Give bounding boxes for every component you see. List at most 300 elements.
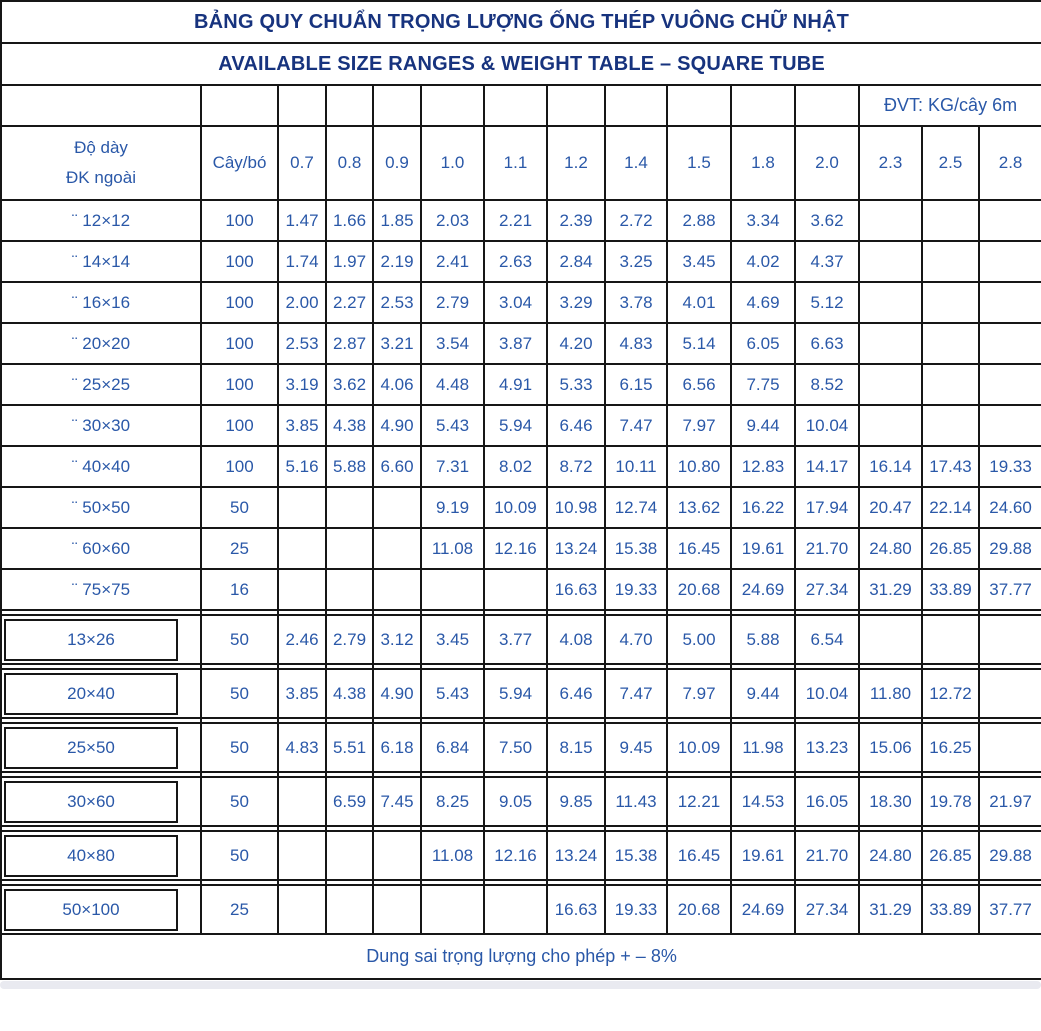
page-edge-strip: [0, 981, 1041, 989]
weight-cell: [859, 615, 922, 664]
thickness-header-cell: 1.5: [667, 126, 731, 200]
weight-cell: 11.08: [421, 528, 484, 569]
weight-cell: [859, 282, 922, 323]
weight-cell: 5.16: [278, 446, 326, 487]
rect-tube-label-box: [4, 889, 178, 931]
weight-cell: [278, 528, 326, 569]
weight-cell: 3.87: [484, 323, 547, 364]
weight-cell: 3.45: [421, 615, 484, 664]
weight-cell: 26.85: [922, 528, 979, 569]
weight-cell: 9.44: [731, 405, 795, 446]
empty-cell: [201, 85, 278, 126]
weight-cell: 29.88: [979, 528, 1041, 569]
weight-cell: 3.25: [605, 241, 667, 282]
empty-cell: [484, 85, 547, 126]
empty-cell: [326, 85, 373, 126]
weight-cell: 2.53: [278, 323, 326, 364]
weight-cell: 2.39: [547, 200, 605, 241]
weight-cell: 24.60: [979, 487, 1041, 528]
weight-cell: 5.12: [795, 282, 859, 323]
weight-cell: 4.20: [547, 323, 605, 364]
weight-cell: 13.24: [547, 528, 605, 569]
weight-cell: [979, 364, 1041, 405]
weight-cell: 4.08: [547, 615, 605, 664]
weight-cell: [979, 241, 1041, 282]
weight-cell: 3.54: [421, 323, 484, 364]
weight-cell: 5.00: [667, 615, 731, 664]
rect-tube-label-box: [4, 619, 178, 661]
page-title: BẢNG QUY CHUẨN TRỌNG LƯỢNG ỐNG THÉP VUÔNG CHỮ NHẬT: [1, 1, 1041, 43]
weight-cell: 10.09: [484, 487, 547, 528]
weight-cell: 8.72: [547, 446, 605, 487]
weight-cell: 6.60: [373, 446, 421, 487]
weight-cell: 12.83: [731, 446, 795, 487]
weight-cell: 3.62: [795, 200, 859, 241]
size-cell: [1, 723, 201, 772]
thickness-header-cell: 1.2: [547, 126, 605, 200]
weight-cell: 20.68: [667, 885, 731, 934]
weight-cell: 3.45: [667, 241, 731, 282]
table-row: [1, 528, 1041, 569]
size-cell: ¨ 25×25: [1, 364, 201, 405]
weight-cell: 7.47: [605, 405, 667, 446]
weight-cell: [326, 831, 373, 880]
weight-cell: 31.29: [859, 885, 922, 934]
size-header-line1: Độ dày: [74, 138, 128, 157]
weight-cell: 10.98: [547, 487, 605, 528]
thickness-header-cell: 2.3: [859, 126, 922, 200]
bundle-cell: 100: [201, 282, 278, 323]
size-cell: [1, 885, 201, 934]
empty-cell: [667, 85, 731, 126]
title-row: [1, 1, 1041, 43]
bundle-cell: 50: [201, 615, 278, 664]
weight-cell: 2.41: [421, 241, 484, 282]
weight-cell: 9.05: [484, 777, 547, 826]
bundle-cell: 50: [201, 487, 278, 528]
weight-cell: 19.61: [731, 831, 795, 880]
weight-cell: 2.27: [326, 282, 373, 323]
weight-cell: 16.45: [667, 528, 731, 569]
tolerance-note: Dung sai trọng lượng cho phép + – 8%: [1, 934, 1041, 979]
weight-cell: 1.97: [326, 241, 373, 282]
weight-cell: 26.85: [922, 831, 979, 880]
size-cell: [1, 669, 201, 718]
weight-cell: 2.72: [605, 200, 667, 241]
bundle-cell: 100: [201, 364, 278, 405]
weight-cell: 3.21: [373, 323, 421, 364]
weight-cell: [484, 569, 547, 610]
weight-cell: 11.98: [731, 723, 795, 772]
bundle-header-cell: Cây/bó: [201, 126, 278, 200]
weight-cell: 6.18: [373, 723, 421, 772]
weight-cell: 10.80: [667, 446, 731, 487]
empty-cell: [1, 85, 201, 126]
weight-cell: [326, 487, 373, 528]
bundle-cell: 25: [201, 528, 278, 569]
weight-cell: 3.19: [278, 364, 326, 405]
weight-cell: 7.97: [667, 405, 731, 446]
weight-cell: 1.66: [326, 200, 373, 241]
weight-cell: 5.43: [421, 405, 484, 446]
weight-cell: 24.69: [731, 885, 795, 934]
weight-cell: 4.38: [326, 405, 373, 446]
weight-cell: 2.46: [278, 615, 326, 664]
weight-cell: 3.04: [484, 282, 547, 323]
weight-cell: [278, 569, 326, 610]
weight-cell: 10.09: [667, 723, 731, 772]
size-cell: [1, 777, 201, 826]
weight-cell: [922, 241, 979, 282]
size-cell: ¨ 14×14: [1, 241, 201, 282]
empty-cell: [421, 85, 484, 126]
weight-cell: 3.77: [484, 615, 547, 664]
weight-cell: 37.77: [979, 569, 1041, 610]
weight-cell: [922, 615, 979, 664]
weight-cell: 4.37: [795, 241, 859, 282]
weight-cell: 3.12: [373, 615, 421, 664]
weight-cell: [922, 200, 979, 241]
weight-cell: 4.70: [605, 615, 667, 664]
weight-cell: 6.63: [795, 323, 859, 364]
weight-cell: 5.88: [731, 615, 795, 664]
weight-cell: 22.14: [922, 487, 979, 528]
weight-cell: 15.06: [859, 723, 922, 772]
weight-cell: 37.77: [979, 885, 1041, 934]
weight-cell: 18.30: [859, 777, 922, 826]
weight-cell: 16.22: [731, 487, 795, 528]
weight-cell: [278, 885, 326, 934]
weight-cell: 2.00: [278, 282, 326, 323]
thickness-header-cell: 2.8: [979, 126, 1041, 200]
weight-cell: 16.14: [859, 446, 922, 487]
bundle-cell: 100: [201, 200, 278, 241]
thickness-header-cell: 1.1: [484, 126, 547, 200]
bundle-cell: 25: [201, 885, 278, 934]
rect-tube-label-box: [4, 781, 178, 823]
table-row: [1, 777, 1041, 826]
size-cell: ¨ 16×16: [1, 282, 201, 323]
size-header-cell: [1, 126, 201, 200]
weight-cell: [979, 669, 1041, 718]
weight-cell: 2.79: [421, 282, 484, 323]
bundle-cell: 100: [201, 405, 278, 446]
weight-cell: 5.51: [326, 723, 373, 772]
size-label: 40×80: [67, 845, 115, 865]
weight-cell: 17.94: [795, 487, 859, 528]
weight-cell: [278, 777, 326, 826]
weight-cell: 17.43: [922, 446, 979, 487]
weight-cell: [979, 200, 1041, 241]
thickness-header-cell: 1.0: [421, 126, 484, 200]
weight-cell: 6.54: [795, 615, 859, 664]
weight-cell: 10.11: [605, 446, 667, 487]
weight-cell: [859, 405, 922, 446]
weight-cell: 21.70: [795, 831, 859, 880]
empty-cell: [547, 85, 605, 126]
size-cell: ¨ 75×75: [1, 569, 201, 610]
thickness-header-cell: 0.8: [326, 126, 373, 200]
weight-cell: [922, 405, 979, 446]
weight-cell: [326, 885, 373, 934]
size-cell: ¨ 60×60: [1, 528, 201, 569]
weight-cell: [979, 723, 1041, 772]
weight-cell: [326, 528, 373, 569]
weight-cell: [373, 831, 421, 880]
table-row: [1, 487, 1041, 528]
weight-cell: 16.63: [547, 885, 605, 934]
weight-cell: 2.21: [484, 200, 547, 241]
size-cell: ¨ 30×30: [1, 405, 201, 446]
thickness-header-cell: 1.4: [605, 126, 667, 200]
weight-cell: 19.33: [979, 446, 1041, 487]
weight-cell: 4.38: [326, 669, 373, 718]
table-row: [1, 282, 1041, 323]
weight-cell: 14.17: [795, 446, 859, 487]
weight-cell: 4.91: [484, 364, 547, 405]
weight-cell: 9.85: [547, 777, 605, 826]
weight-cell: 12.16: [484, 831, 547, 880]
table-row: [1, 569, 1041, 610]
weight-cell: 19.33: [605, 569, 667, 610]
weight-cell: 13.62: [667, 487, 731, 528]
weight-cell: 2.84: [547, 241, 605, 282]
weight-cell: 2.87: [326, 323, 373, 364]
weight-cell: 12.74: [605, 487, 667, 528]
bundle-cell: 50: [201, 777, 278, 826]
size-label: 30×60: [67, 791, 115, 811]
weight-cell: [859, 241, 922, 282]
weight-cell: [373, 569, 421, 610]
weight-cell: 3.29: [547, 282, 605, 323]
weight-cell: 20.47: [859, 487, 922, 528]
table-row: [1, 615, 1041, 664]
weight-cell: 4.83: [605, 323, 667, 364]
weight-cell: [979, 323, 1041, 364]
bundle-cell: 16: [201, 569, 278, 610]
weight-cell: 8.52: [795, 364, 859, 405]
weight-cell: 15.38: [605, 528, 667, 569]
weight-cell: 13.24: [547, 831, 605, 880]
weight-cell: 24.80: [859, 528, 922, 569]
rect-tube-label-box: [4, 673, 178, 715]
weight-cell: 4.69: [731, 282, 795, 323]
table-row: [1, 831, 1041, 880]
weight-cell: 13.23: [795, 723, 859, 772]
weight-cell: [278, 487, 326, 528]
weight-cell: 2.63: [484, 241, 547, 282]
weight-cell: [922, 323, 979, 364]
weight-cell: 16.45: [667, 831, 731, 880]
size-label: 20×40: [67, 683, 115, 703]
weight-cell: 4.83: [278, 723, 326, 772]
weight-cell: 4.02: [731, 241, 795, 282]
table-row: [1, 364, 1041, 405]
weight-cell: 27.34: [795, 885, 859, 934]
page-subtitle: AVAILABLE SIZE RANGES & WEIGHT TABLE – SQUARE TUBE: [1, 43, 1041, 85]
rect-tube-label-box: [4, 727, 178, 769]
weight-cell: 16.25: [922, 723, 979, 772]
weight-cell: 4.06: [373, 364, 421, 405]
weight-cell: 19.78: [922, 777, 979, 826]
weight-cell: [373, 885, 421, 934]
weight-cell: 4.90: [373, 669, 421, 718]
weight-cell: 21.70: [795, 528, 859, 569]
empty-cell: [278, 85, 326, 126]
weight-cell: 9.45: [605, 723, 667, 772]
empty-cell: [731, 85, 795, 126]
weight-cell: 5.88: [326, 446, 373, 487]
weight-cell: 10.04: [795, 405, 859, 446]
table-row: [1, 323, 1041, 364]
weight-cell: 6.56: [667, 364, 731, 405]
weight-cell: 19.33: [605, 885, 667, 934]
size-cell: [1, 615, 201, 664]
size-label: 25×50: [67, 737, 115, 757]
weight-cell: 24.69: [731, 569, 795, 610]
weight-cell: 2.88: [667, 200, 731, 241]
weight-cell: 3.34: [731, 200, 795, 241]
weight-cell: 7.45: [373, 777, 421, 826]
weight-cell: [373, 487, 421, 528]
table-row: [1, 405, 1041, 446]
weight-cell: 1.74: [278, 241, 326, 282]
weight-cell: [979, 405, 1041, 446]
weight-cell: 6.46: [547, 405, 605, 446]
unit-note: ĐVT: KG/cây 6m: [859, 85, 1041, 126]
bundle-cell: 100: [201, 241, 278, 282]
weight-cell: 8.25: [421, 777, 484, 826]
table-row: [1, 200, 1041, 241]
weight-cell: 11.80: [859, 669, 922, 718]
weight-cell: 2.03: [421, 200, 484, 241]
size-header-line2: ĐK ngoài: [66, 168, 136, 187]
weight-cell: 11.43: [605, 777, 667, 826]
size-cell: ¨ 12×12: [1, 200, 201, 241]
weight-cell: 5.94: [484, 669, 547, 718]
weight-cell: 1.47: [278, 200, 326, 241]
weight-cell: 12.72: [922, 669, 979, 718]
weight-cell: 20.68: [667, 569, 731, 610]
size-cell: ¨ 40×40: [1, 446, 201, 487]
weight-cell: [979, 282, 1041, 323]
thickness-header-cell: 2.5: [922, 126, 979, 200]
weight-cell: [922, 364, 979, 405]
weight-cell: [859, 323, 922, 364]
rect-tube-label-box: [4, 835, 178, 877]
table-row: [1, 885, 1041, 934]
empty-cell: [373, 85, 421, 126]
weight-cell: 8.15: [547, 723, 605, 772]
weight-cell: 16.05: [795, 777, 859, 826]
subtitle-row: [1, 43, 1041, 85]
weight-cell: 7.50: [484, 723, 547, 772]
weight-cell: 27.34: [795, 569, 859, 610]
size-cell: [1, 831, 201, 880]
weight-cell: 4.01: [667, 282, 731, 323]
weight-cell: [278, 831, 326, 880]
weight-cell: [421, 569, 484, 610]
weight-cell: 15.38: [605, 831, 667, 880]
weight-cell: 3.85: [278, 669, 326, 718]
weight-cell: 12.16: [484, 528, 547, 569]
thickness-header-cell: 0.7: [278, 126, 326, 200]
weight-cell: 6.46: [547, 669, 605, 718]
weight-cell: [922, 282, 979, 323]
weight-cell: 12.21: [667, 777, 731, 826]
weight-cell: 33.89: [922, 885, 979, 934]
weight-cell: [859, 200, 922, 241]
footer-row: [1, 934, 1041, 979]
weight-cell: 19.61: [731, 528, 795, 569]
weight-cell: 16.63: [547, 569, 605, 610]
weight-cell: 10.04: [795, 669, 859, 718]
weight-cell: 2.79: [326, 615, 373, 664]
weight-cell: 7.31: [421, 446, 484, 487]
bundle-cell: 100: [201, 323, 278, 364]
size-label: 50×100: [62, 899, 120, 919]
weight-cell: 7.75: [731, 364, 795, 405]
weight-cell: 3.62: [326, 364, 373, 405]
weight-cell: 24.80: [859, 831, 922, 880]
size-label: 13×26: [67, 629, 115, 649]
weight-cell: 6.59: [326, 777, 373, 826]
weight-cell: 5.43: [421, 669, 484, 718]
thickness-header-cell: 0.9: [373, 126, 421, 200]
weight-cell: 8.02: [484, 446, 547, 487]
bundle-cell: 50: [201, 723, 278, 772]
weight-cell: 29.88: [979, 831, 1041, 880]
weight-cell: 31.29: [859, 569, 922, 610]
weight-cell: [859, 364, 922, 405]
bundle-cell: 50: [201, 831, 278, 880]
weight-cell: 6.05: [731, 323, 795, 364]
size-cell: ¨ 20×20: [1, 323, 201, 364]
column-header-row: [1, 126, 1041, 200]
table-row: [1, 241, 1041, 282]
weight-cell: [326, 569, 373, 610]
weight-cell: 4.90: [373, 405, 421, 446]
weight-cell: 4.48: [421, 364, 484, 405]
empty-cell: [795, 85, 859, 126]
table-row: [1, 669, 1041, 718]
weight-cell: 3.78: [605, 282, 667, 323]
table-row: [1, 446, 1041, 487]
weight-cell: 2.53: [373, 282, 421, 323]
bundle-cell: 100: [201, 446, 278, 487]
thickness-header-cell: 1.8: [731, 126, 795, 200]
weight-cell: 11.08: [421, 831, 484, 880]
bundle-cell: 50: [201, 669, 278, 718]
weight-cell: 3.85: [278, 405, 326, 446]
weight-cell: [979, 615, 1041, 664]
weight-cell: 5.14: [667, 323, 731, 364]
size-cell: ¨ 50×50: [1, 487, 201, 528]
table-row: [1, 723, 1041, 772]
weight-cell: 33.89: [922, 569, 979, 610]
weight-cell: 6.84: [421, 723, 484, 772]
thickness-header-cell: 2.0: [795, 126, 859, 200]
weight-cell: [484, 885, 547, 934]
empty-cell: [605, 85, 667, 126]
weight-cell: 9.44: [731, 669, 795, 718]
weight-cell: 7.97: [667, 669, 731, 718]
weight-cell: 1.85: [373, 200, 421, 241]
weight-cell: 21.97: [979, 777, 1041, 826]
weight-cell: 5.94: [484, 405, 547, 446]
weight-cell: 2.19: [373, 241, 421, 282]
weight-cell: [373, 528, 421, 569]
